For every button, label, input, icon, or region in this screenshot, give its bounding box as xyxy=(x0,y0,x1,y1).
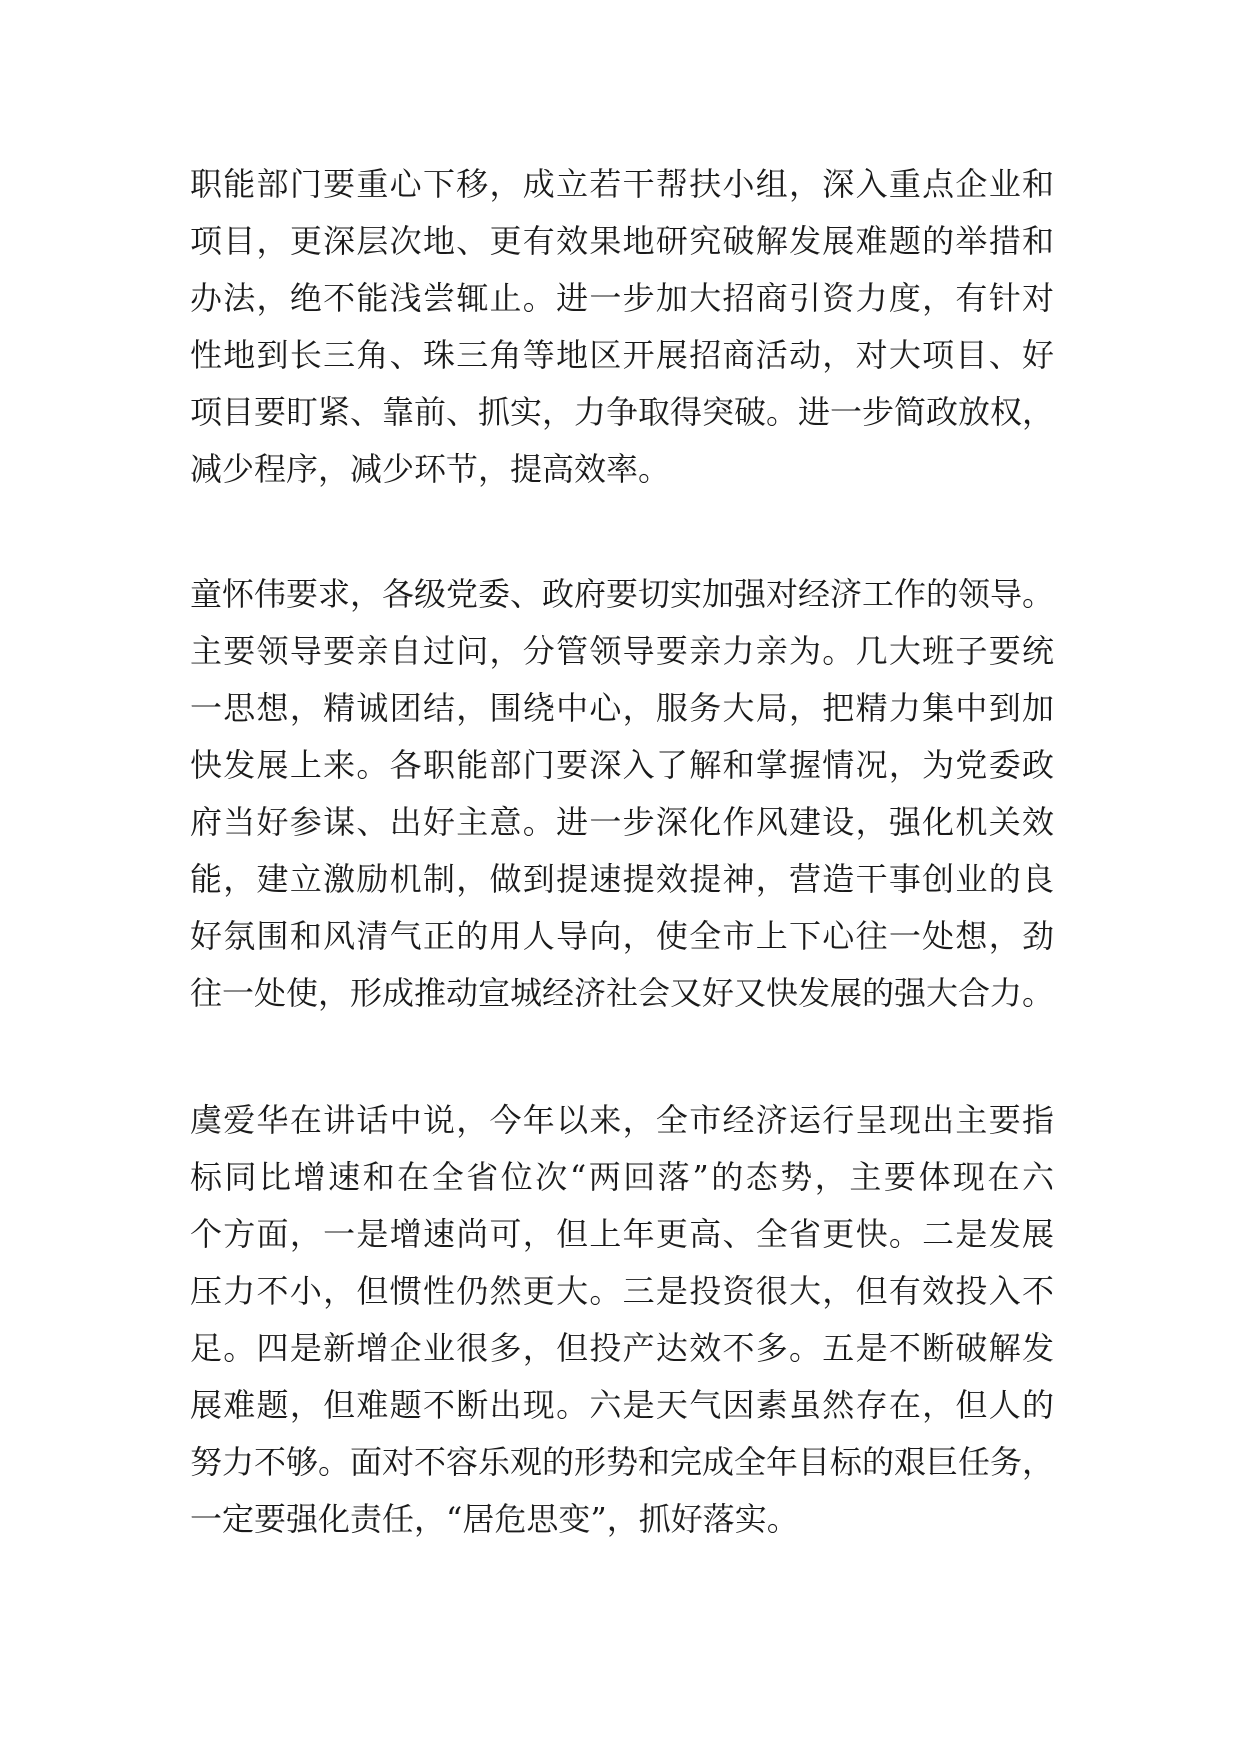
text-line: 个方面，一是增速尚可，但上年更高、全省更快。二是发展 xyxy=(190,1215,1054,1253)
text-line: 府当好参谋、出好主意。进一步深化作风建设，强化机关效 xyxy=(190,803,1054,841)
text-line: 快发展上来。各职能部门要深入了解和掌握情况，为党委政 xyxy=(190,746,1054,784)
text-line: 往一处使，形成推动宣城经济社会又好又快发展的强大合力。 xyxy=(190,974,1055,1012)
text-line: 减少程序，减少环节，提高效率。 xyxy=(190,450,671,488)
text-line: 展难题，但难题不断出现。六是天气因素虽然存在，但人的 xyxy=(190,1386,1054,1424)
paragraph-2 xyxy=(190,566,1054,1022)
text-line: 童怀伟要求，各级党委、政府要切实加强对经济工作的领导。 xyxy=(190,575,1055,613)
text-line: 主要领导要亲自过问，分管领导要亲力亲为。几大班子要统 xyxy=(190,632,1054,670)
text-line: 虞爱华在讲话中说，今年以来，全市经济运行呈现出主要指 xyxy=(190,1101,1054,1139)
text-line: 性地到长三角、珠三角等地区开展招商活动，对大项目、好 xyxy=(190,336,1054,374)
text-line: 职能部门要重心下移，成立若干帮扶小组，深入重点企业和 xyxy=(190,165,1054,203)
text-line: 一思想，精诚团结，围绕中心，服务大局，把精力集中到加 xyxy=(190,689,1054,727)
text-line: 努力不够。面对不容乐观的形势和完成全年目标的艰巨任务， xyxy=(190,1443,1055,1481)
text-line: 好氛围和风清气正的用人导向，使全市上下心往一处想，劲 xyxy=(190,917,1054,955)
text-line: 足。四是新增企业很多，但投产达效不多。五是不断破解发 xyxy=(190,1329,1054,1367)
text-line: 能，建立激励机制，做到提速提效提神，营造干事创业的良 xyxy=(190,860,1054,898)
paragraph-3 xyxy=(190,1092,1054,1548)
text-line: 项目要盯紧、靠前、抓实，力争取得突破。进一步简政放权， xyxy=(190,393,1055,431)
text-line: 标同比增速和在全省位次“两回落”的态势，主要体现在六 xyxy=(190,1158,1054,1196)
text-line: 压力不小，但惯性仍然更大。三是投资很大，但有效投入不 xyxy=(190,1272,1054,1310)
text-line: 一定要强化责任，“居危思变”，抓好落实。 xyxy=(190,1500,799,1538)
text-line: 办法，绝不能浅尝辄止。进一步加大招商引资力度，有针对 xyxy=(190,279,1054,317)
text-line: 项目，更深层次地、更有效果地研究破解发展难题的举措和 xyxy=(190,222,1054,260)
paragraph-1 xyxy=(190,156,1054,498)
